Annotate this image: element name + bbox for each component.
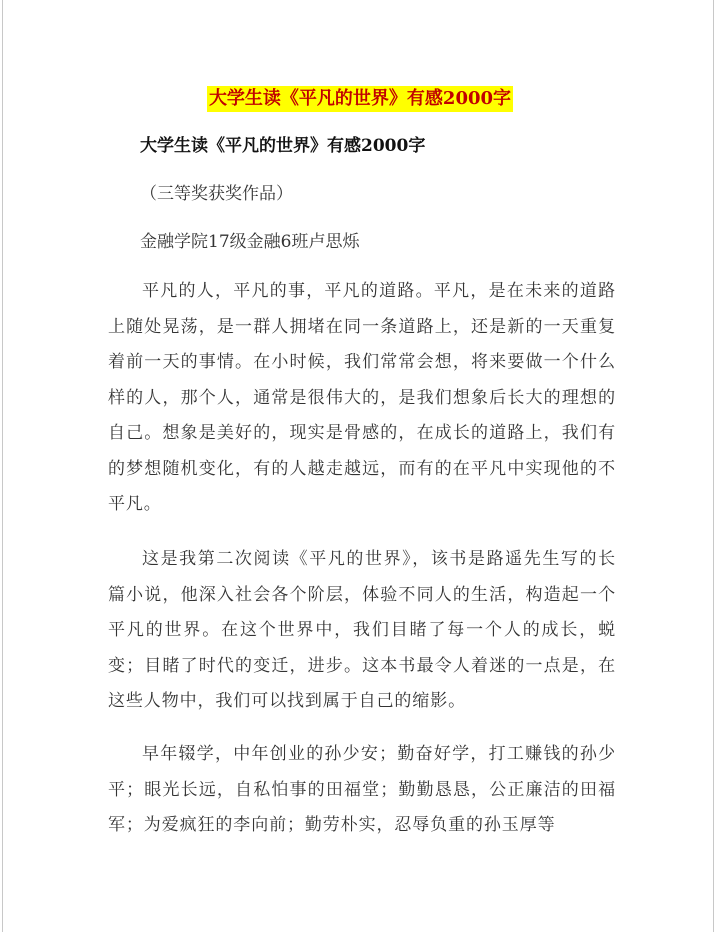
title-container <box>0 86 720 112</box>
page-right-border <box>713 0 714 932</box>
paragraph-1: 平凡的人，平凡的事，平凡的道路。平凡，是在未来的道路上随处晃荡，是一群人拥堵在同一条道路上，还是新的一天重复着前一天的事情。在小时候，我们常常会想，将来要做一个什么样的人，那个人，通常是很伟大的，是我们想象后长大的理想的自己。想象是美好的，现实是骨感的，在成长的道路上，我们有的梦想随机变化，有的人越走越远，而有的在平凡中实现他的不平凡。 <box>108 281 616 514</box>
paragraph-2: 这是我第二次阅读《平凡的世界》，该书是路遥先生写的长篇小说，他深入社会各个阶层，体验不同人的生活，构造起一个平凡的世界。在这个世界中，我们目睹了每一个人的成长，蜕变；目睹了时代的变迁，进步。这本书最令人着迷的一点是，在这些人物中，我们可以找到属于自己的缩影。 <box>108 549 616 711</box>
page-left-border <box>2 0 3 932</box>
author-line: 金融学院17级金融6班卢思烁 <box>140 232 360 252</box>
award-note: （三等奖获奖作品） <box>140 184 293 204</box>
document-title: 大学生读《平凡的世界》有感2000字 <box>207 86 513 112</box>
document-subtitle: 大学生读《平凡的世界》有感2000字 <box>140 136 426 156</box>
paragraph-3: 早年辍学，中年创业的孙少安；勤奋好学，打工赚钱的孙少平；眼光长远，自私怕事的田福堂；勤勤恳恳，公正廉洁的田福军；为爱疯狂的李向前；勤劳朴实，忍辱负重的孙玉厚等 <box>108 744 616 835</box>
